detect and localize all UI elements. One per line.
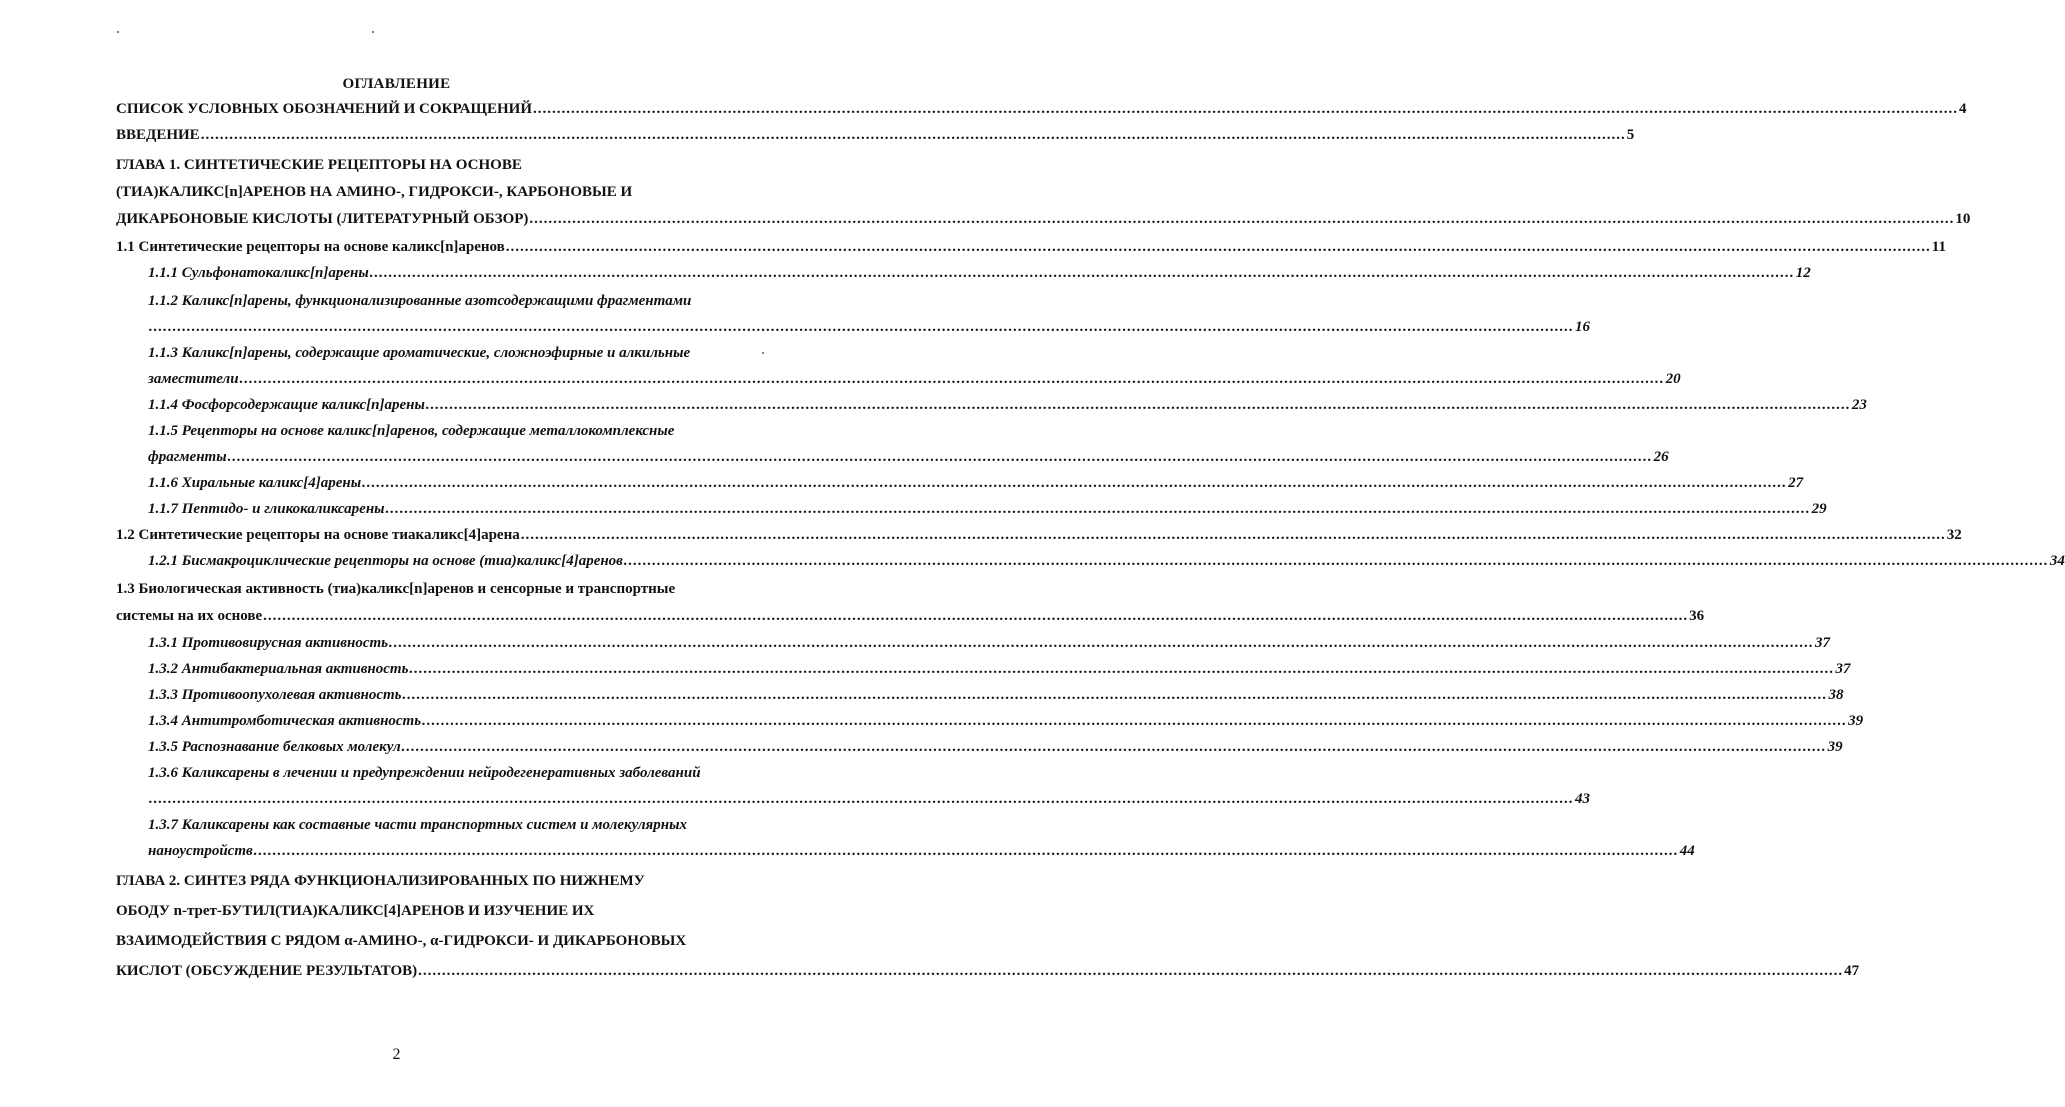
toc-leader-dots: ............................................................................................................................................................................................................................................................................................................ [385,501,1811,517]
toc-entry[interactable] [116,234,1946,260]
toc-leader-dots: ............................................................................................................................................................................................................................................................................................................ [418,963,1844,979]
toc-entry-text: 1.1.7 Пептидо- и гликокаликсарены [148,501,385,517]
toc-entry-text: 1.1.5 Рецепторы на основе каликс[n]аренов, содержащие металлокомплексные [148,423,675,439]
toc-entry[interactable] [148,630,1831,656]
toc-page-number: 11 [1931,239,1946,255]
toc-entry-text: 1.3.6 Каликсарены в лечении и предупреждении нейродегенеративных заболеваний [148,765,701,781]
toc-page-number: 23 [1851,397,1867,413]
toc-entry-text: ВЗАИМОДЕЙСТВИЯ С РЯДОМ α-АМИНО-, α-ГИДРОКСИ- И ДИКАРБОНОВЫХ [116,933,687,949]
toc-entry[interactable] [148,392,1867,418]
toc-page-number: 16 [1575,319,1590,335]
toc-leader-dots: ............................................................................................................................................................................................................................................................................................................ [200,127,1626,143]
toc-entry-text: ДИКАРБОНОВЫЕ КИСЛОТЫ (ЛИТЕРАТУРНЫЙ ОБЗОР) [116,211,529,227]
toc-leader-dots: ............................................................................................................................................................................................................................................................................................................ [369,265,1795,281]
toc-entry-text: ГЛАВА 1. СИНТЕТИЧЕСКИЕ РЕЦЕПТОРЫ НА ОСНОВЕ [116,157,522,173]
toc-entry-text: 1.3.1 Противовирусная активность [148,635,389,651]
toc-entry[interactable] [148,496,1827,522]
toc-entry[interactable] [116,866,1860,986]
toc-page-number: 38 [1828,687,1844,703]
toc-page-number: 32 [1946,527,1962,543]
toc-entry[interactable] [148,260,1811,286]
toc-page-number: 20 [1665,371,1681,387]
toc-leader-dots: ............................................................................................................................................................................................................................................................................................................ [149,319,1574,335]
toc-leader-dots: ............................................................................................................................................................................................................................................................................................................ [401,739,1827,755]
toc-entry-text: 1.1.6 Хиральные каликс[4]арены [148,475,362,491]
toc-leader-dots: ............................................................................................................................................................................................................................................................................................................ [389,635,1815,651]
toc-entry-text: 1.2 Синтетические рецепторы на основе тиакаликс[4]арена [116,527,520,543]
toc-page-number: 37 [1815,635,1831,651]
toc-entry-text: наноустройств [148,843,253,859]
toc-entry[interactable] [116,96,1967,122]
toc-entry[interactable] [148,418,1669,470]
scan-speck [117,31,119,33]
toc-entry-text: (ТИА)КАЛИКС[n]АРЕНОВ НА АМИНО-, ГИДРОКСИ-, КАРБОНОВЫЕ И [116,184,633,200]
toc-leader-dots: ............................................................................................................................................................................................................................................................................................................ [520,527,1946,543]
toc-entry-text: 1.2.1 Бисмакроциклические рецепторы на основе (тиа)каликс[4]аренов [148,553,623,569]
toc-entry-text: 1.1.1 Сульфонатокаликс[n]арены [148,265,369,281]
toc-leader-dots: ............................................................................................................................................................................................................................................................................................................ [529,211,1955,227]
toc-page-number: 47 [1844,963,1860,979]
toc-page-number: 43 [1575,791,1590,807]
toc-leader-dots: ............................................................................................................................................................................................................................................................................................................ [239,371,1665,387]
toc-leader-dots: ............................................................................................................................................................................................................................................................................................................ [362,475,1788,491]
toc-page-number: 39 [1827,739,1843,755]
toc-page-number: 37 [1835,661,1851,677]
toc-entry[interactable] [116,522,1962,548]
toc-entry-text: системы на их основе [116,608,263,624]
toc-page-number: 26 [1653,449,1669,465]
toc-entry-text: 1.3.3 Противоопухолевая активность [148,687,402,703]
toc-entry-text: 1.1 Синтетические рецепторы на основе каликс[n]аренов [116,239,505,255]
toc-entry[interactable] [116,122,1635,148]
toc-page-number: 34 [2049,553,2065,569]
toc-leader-dots: ............................................................................................................................................................................................................................................................................................................ [409,661,1835,677]
toc-leader-dots: ............................................................................................................................................................................................................................................................................................................ [505,239,1931,255]
toc-leader-dots: ............................................................................................................................................................................................................................................................................................................ [253,843,1679,859]
toc-entry[interactable] [148,340,1681,392]
toc-entry-text: заместители [148,371,239,387]
toc-page-number: 44 [1679,843,1695,859]
toc-leader-dots: ............................................................................................................................................................................................................................................................................................................ [263,608,1689,624]
scan-speck [372,31,374,33]
toc-entry[interactable] [148,288,1590,340]
toc-entry-text: ВВЕДЕНИЕ [116,127,200,143]
toc-entry-text: 1.1.4 Фосфорсодержащие каликс[n]арены [148,397,425,413]
toc-entry-text: 1.3.4 Антитромботическая активность [148,713,422,729]
toc-leader-dots: ............................................................................................................................................................................................................................................................................................................ [149,791,1574,807]
toc-leader-dots: ............................................................................................................................................................................................................................................................................................................ [425,397,1851,413]
toc-entry-text: 1.1.2 Каликс[n]арены, функционализированные азотсодержащими фрагментами [148,293,692,309]
toc-entry[interactable] [148,812,1695,864]
toc-page-number: 4 [1959,101,1967,117]
toc-title: ОГЛАВЛЕНИЕ [342,76,451,92]
toc-entry-text: фрагменты [148,449,227,465]
toc-entry-text: СПИСОК УСЛОВНЫХ ОБОЗНАЧЕНИЙ И СОКРАЩЕНИЙ [116,101,532,117]
toc-page-number: 29 [1811,501,1827,517]
toc-leader-dots: ............................................................................................................................................................................................................................................................................................................ [623,553,2049,569]
toc-entry-text: 1.1.3 Каликс[n]арены, содержащие ароматические, сложноэфирные и алкильные [148,345,691,361]
toc-entry-text: 1.3.2 Антибактериальная активность [148,661,409,677]
toc-entry[interactable] [148,760,1590,812]
toc-entry[interactable] [148,682,1844,708]
toc-entry-text: 1.3.7 Каликсарены как составные части транспортных систем и молекулярных [148,817,687,833]
toc-entry[interactable] [148,656,1851,682]
page-number: 2 [392,1046,401,1063]
scan-speck [762,352,764,354]
toc-page-number: 10 [1955,211,1971,227]
toc-entry[interactable] [116,152,1971,233]
toc-page-number: 36 [1689,608,1705,624]
toc-entry[interactable] [116,576,1705,630]
toc-entry-text: ОБОДУ n-трет-БУТИЛ(ТИА)КАЛИКС[4]АРЕНОВ И ИЗУЧЕНИЕ ИХ [116,903,595,919]
toc-page-number: 12 [1795,265,1811,281]
toc-entry[interactable] [148,734,1843,760]
toc-entry-text: 1.3 Биологическая активность (тиа)каликс[n]аренов и сенсорные и транспортные [116,581,676,597]
toc-entry-text: КИСЛОТ (ОБСУЖДЕНИЕ РЕЗУЛЬТАТОВ) [116,963,418,979]
toc-entry[interactable] [148,470,1804,496]
toc-entry-text: ГЛАВА 2. СИНТЕЗ РЯДА ФУНКЦИОНАЛИЗИРОВАННЫХ ПО НИЖНЕМУ [116,873,645,889]
toc-entry[interactable] [148,708,1864,734]
toc-entry[interactable] [148,548,2065,574]
toc-page-number: 27 [1788,475,1804,491]
toc-leader-dots: ............................................................................................................................................................................................................................................................................................................ [422,713,1848,729]
toc-page-number: 39 [1848,713,1864,729]
toc-leader-dots: ............................................................................................................................................................................................................................................................................................................ [402,687,1828,703]
toc-page-number: 5 [1626,127,1635,143]
toc-leader-dots: ............................................................................................................................................................................................................................................................................................................ [227,449,1653,465]
toc-leader-dots: ............................................................................................................................................................................................................................................................................................................ [533,101,1958,117]
toc-entry-text: 1.3.5 Распознавание белковых молекул [148,739,401,755]
